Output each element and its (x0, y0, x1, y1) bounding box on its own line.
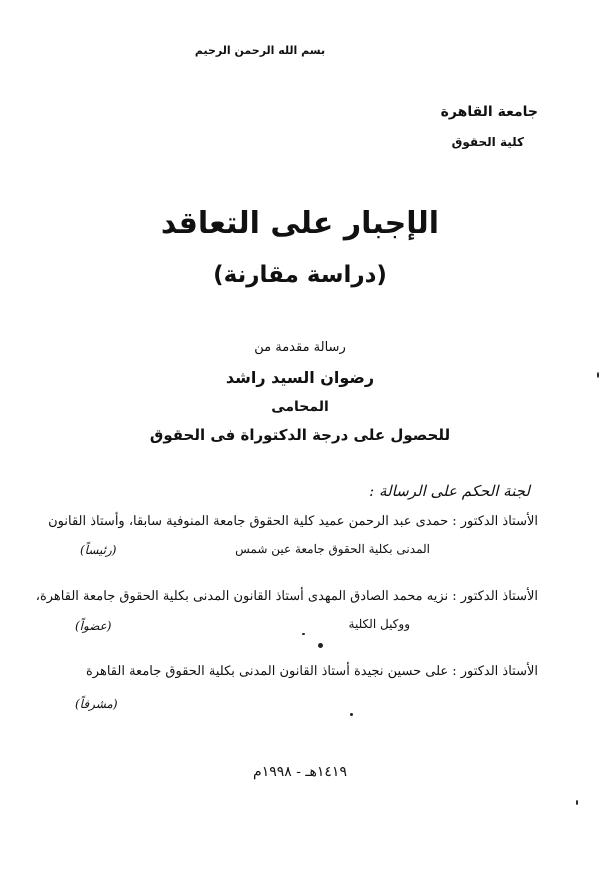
submission-intro: رسالة مقدمة من (254, 340, 346, 355)
committee-member-3-line1: الأستاذ الدكتور : على حسين نجيدة أستاذ القانون المدنى بكلية الحقوق جامعة القاهرة (86, 664, 538, 679)
author-name: رضوان السيد راشد (225, 368, 375, 387)
scan-speck (576, 800, 578, 805)
university-name: جامعة القاهرة (440, 104, 538, 120)
scan-speck (302, 633, 305, 635)
scan-speck (318, 643, 323, 648)
committee-member-2-role: (عضواً) (75, 619, 112, 633)
thesis-subtitle: (دراسة مقارنة) (213, 262, 387, 288)
committee-member-1-role: (رئيساً) (80, 543, 117, 557)
committee-member-1-line2: المدنى بكلية الحقوق جامعة عين شمس (235, 542, 430, 556)
faculty-name: كلية الحقوق (451, 135, 524, 149)
bismillah: بسم الله الرحمن الرحيم (194, 44, 326, 57)
committee-member-3-role: (مشرفاً) (75, 697, 118, 711)
committee-member-1-line1: الأستاذ الدكتور : حمدى عبد الرحمن عميد كلية الحقوق جامعة المنوفية سابقا، وأستاذ القانون (48, 514, 538, 529)
degree-purpose: للحصول على درجة الدكتوراة فى الحقوق (149, 426, 451, 444)
date-line: ١٤١٩هـ - ١٩٩٨م (253, 764, 347, 780)
thesis-title: الإجبار على التعاقد (160, 206, 440, 241)
committee-member-2-line1: الأستاذ الدكتور : نزيه محمد الصادق المهدى أستاذ القانون المدنى بكلية الحقوق جامعة القاهرة، (35, 589, 538, 604)
scan-speck (597, 372, 599, 378)
committee-heading: لجنة الحكم على الرسالة : (369, 482, 530, 500)
author-profession: المحامى (271, 399, 329, 415)
committee-member-2-line2: ووكيل الكلية (348, 617, 410, 631)
scan-speck (350, 713, 353, 716)
